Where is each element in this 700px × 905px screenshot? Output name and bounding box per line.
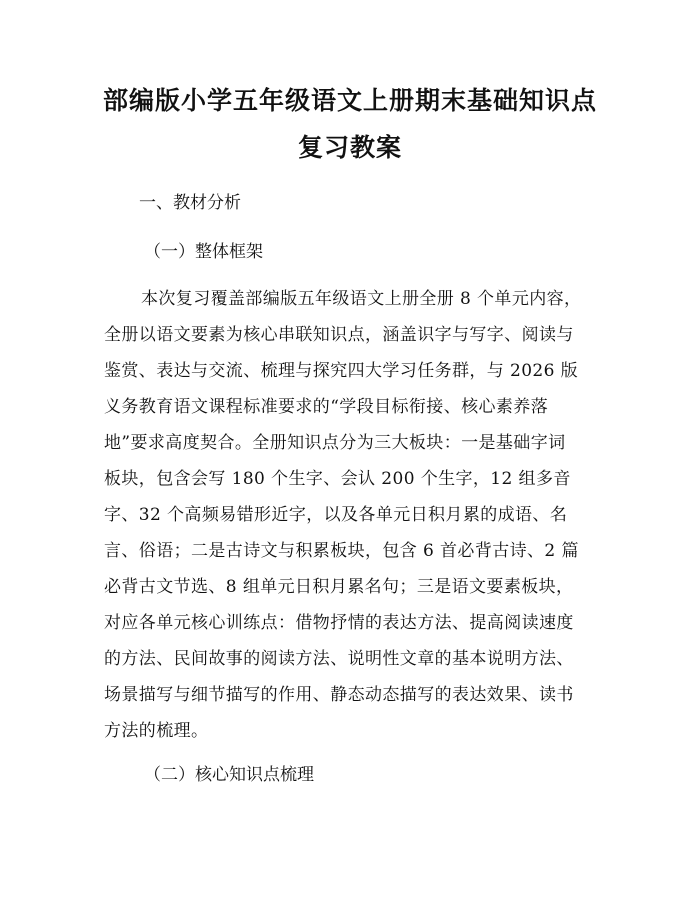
paragraph-line: 地”要求高度契合。全册知识点分为三大板块：一是基础字词 <box>104 433 566 453</box>
paragraph-line: 必背古文节选、8 组单元日积月累名句；三是语文要素板块， <box>104 577 574 597</box>
document-title-line-2: 复习教案 <box>297 133 402 162</box>
paragraph-line: 对应各单元核心训练点：借物抒情的表达方法、提高阅读速度 <box>104 613 574 633</box>
paragraph-line: 言、俗语；二是古诗文与积累板块，包含 6 首必背古诗、2 篇 <box>104 541 579 561</box>
subsection-heading-overall-framework: （一）整体框架 <box>144 242 263 262</box>
subsection-heading-core-knowledge: （二）核心知识点梳理 <box>144 765 314 785</box>
paragraph-line: 场景描写与细节描写的作用、静态动态描写的表达效果、读书 <box>104 685 574 705</box>
paragraph-line: 义务教育语文课程标准要求的“学段目标衔接、核心素养落 <box>104 397 549 417</box>
section-heading-textbook-analysis: 一、教材分析 <box>139 193 241 213</box>
paragraph-line: 板块，包含会写 180 个生字、会认 200 个生字，12 组多音 <box>104 469 571 489</box>
paragraph-line: 方法的梳理。 <box>104 721 209 741</box>
document-title-line-1: 部编版小学五年级语文上册期末基础知识点 <box>102 86 597 115</box>
paragraph-line: 全册以语文要素为核心串联知识点，涵盖识字与写字、阅读与 <box>104 325 574 345</box>
paragraph-line: 字、32 个高频易错形近字，以及各单元日积月累的成语、名 <box>104 505 568 525</box>
paragraph-line: 的方法、民间故事的阅读方法、说明性文章的基本说明方法、 <box>104 649 574 669</box>
paragraph-line: 鉴赏、表达与交流、梳理与探究四大学习任务群，与 2026 版 <box>104 361 579 381</box>
paragraph-line: 本次复习覆盖部编版五年级语文上册全册 8 个单元内容， <box>141 289 582 309</box>
